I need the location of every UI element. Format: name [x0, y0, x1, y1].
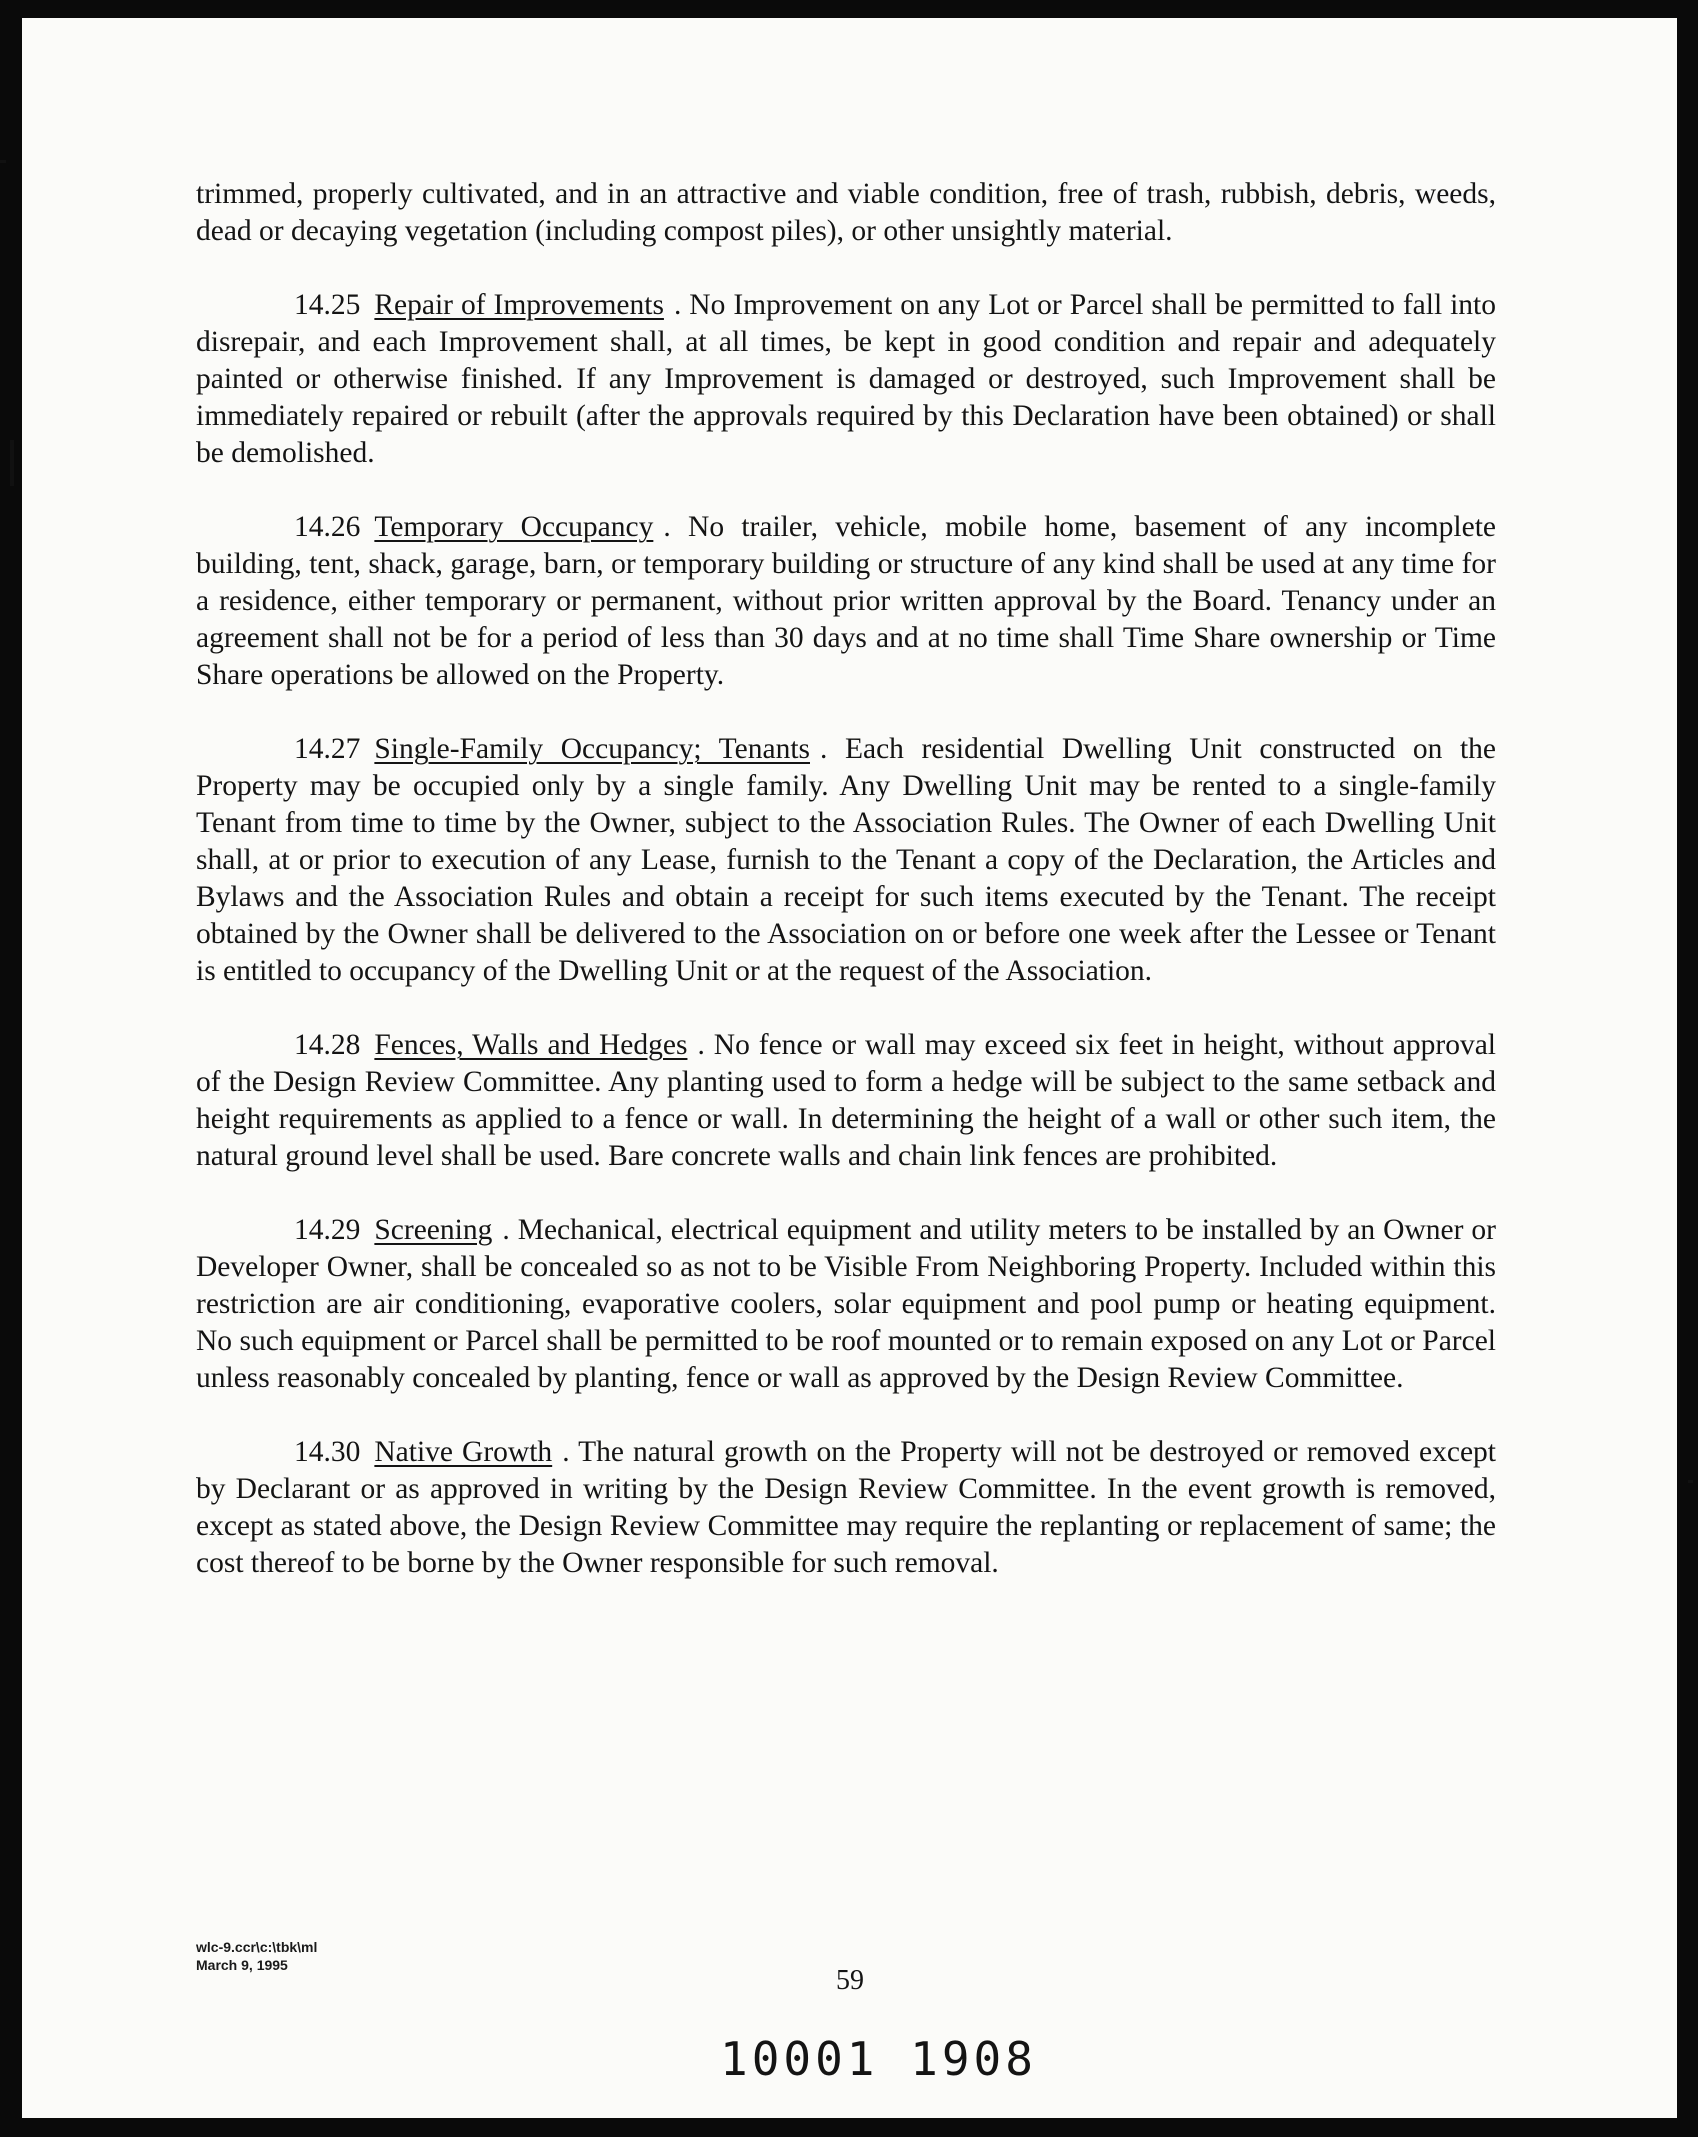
section-14-30: 14.30 Native Growth . The natural growth on the Property will not be destroyed or removed except by Declarant or as approved in writing by the Design Review Committee. In the event growth is removed, except as stated above, the Design Review Committee may require the replanting or replacement of same; the cost thereof to be borne by the Owner responsible for such removal.	[196, 1436, 1496, 1579]
section-body: No trailer, vehicle, mobile home, basement of any incomplete building, tent, shack, garage, barn, or temporary building or structure of any kind shall be used at any time for a residence, either temporary or permanent, without prior written approval by the Board. Tenancy under an agreement shall not be for a period of less than 30 days and at no time shall Time Share ownership or Time Share operations be allowed on the Property.	[196, 511, 1497, 691]
section-number: 14.27	[294, 733, 361, 765]
file-reference: wlc-9.ccr\c:\tbk\ml	[196, 1939, 318, 1955]
section-heading: Screening	[374, 1214, 493, 1246]
section-body: Each residential Dwelling Unit constructed on the Property may be occupied only by a single family. Any Dwelling Unit may be rented to a single-family Tenant from time to time by the Owner, subject to the Association Rules. The Owner of each Dwelling Unit shall, at or prior to execution of any Lease, furnish to the Tenant a copy of the Declaration, the Articles and Bylaws and the Association Rules and obtain a receipt for such items executed by the Tenant. The receipt obtained by the Owner shall be delivered to the Association on or before one week after the Lessee or Tenant is entitled to occupancy of the Dwelling Unit or at the request of the Association.	[196, 733, 1496, 987]
section-body: No Improvement on any Lot or Parcel shall be permitted to fall into disrepair, and each Improvement shall, at all times, be kept in good condition and repair and adequately painted or otherwise finished. If any Improvement is damaged or destroyed, such Improvement shall be immediately repaired or rebuilt (after the approvals required by this Declaration have been obtained) or shall be demolished.	[196, 289, 1497, 469]
section-14-29: 14.29 Screening . Mechanical, electrical equipment and utility meters to be installed by an Owner or Developer Owner, shall be concealed so as not to be Visible From Neighboring Property. Included within this restriction are air conditioning, evaporative coolers, solar equipment and pool pump or heating equipment. No such equipment or Parcel shall be permitted to be roof mounted or to remain exposed on any Lot or Parcel unless reasonably concealed by planting, fence or wall as approved by the Design Review Committee.	[196, 1214, 1496, 1394]
section-number: 14.25	[294, 289, 361, 321]
section-heading: Native Growth	[374, 1436, 553, 1468]
section-14-26: 14.26 Temporary Occupancy . No trailer, vehicle, mobile home, basement of any incomplete building, tent, shack, garage, barn, or temporary building or structure of any kind shall be used at any time for a residence, either temporary or permanent, without prior written approval by the Board. Tenancy under an agreement shall not be for a period of less than 30 days and at no time shall Time Share ownership or Time Share operations be allowed on the Property.	[196, 511, 1497, 691]
section-number: 14.30	[294, 1436, 361, 1468]
section-number: 14.28	[294, 1029, 361, 1061]
scan-edge-mark	[10, 440, 14, 486]
section-14-27: 14.27 Single-Family Occupancy; Tenants . Each residential Dwelling Unit constructed on the Property may be occupied only by a single family. Any Dwelling Unit may be rented to a single-family Tenant from time to time by the Owner, subject to the Association Rules. The Owner of each Dwelling Unit shall, at or prior to execution of any Lease, furnish to the Tenant a copy of the Declaration, the Articles and Bylaws and the Association Rules and obtain a receipt for such items executed by the Tenant. The receipt obtained by the Owner shall be delivered to the Association on or before one week after the Lessee or Tenant is entitled to occupancy of the Dwelling Unit or at the request of the Association.	[196, 733, 1496, 987]
continuation-text: trimmed, properly cultivated, and in an attractive and viable condition, free of trash, rubbish, debris, weeds, dead or decaying vegetation (including compost piles), or other unsightly material.	[196, 178, 1496, 247]
section-number: 14.26	[294, 511, 361, 543]
section-body: The natural growth on the Property will not be destroyed or removed except by Declarant or as approved in writing by the Design Review Committee. In the event growth is removed, except as stated above, the Design Review Committee may require the replanting or replacement of same; the cost thereof to be borne by the Owner responsible for such removal.	[196, 1436, 1496, 1579]
section-body: No fence or wall may exceed six feet in height, without approval of the Design Review Committee. Any planting used to form a hedge will be subject to the same setback and height requirements as applied to a fence or wall. In determining the height of a wall or other such item, the natural ground level shall be used. Bare concrete walls and chain link fences are prohibited.	[196, 1029, 1496, 1172]
section-heading: Temporary Occupancy	[374, 511, 654, 543]
continuation-paragraph	[196, 176, 1496, 250]
scan-edge-mark	[0, 160, 6, 163]
scan-edge-mark	[1688, 1480, 1693, 1483]
section-heading: Fences, Walls and Hedges	[374, 1029, 688, 1061]
document-number: 10001 1908	[720, 2032, 1037, 2086]
section-number: 14.29	[294, 1214, 361, 1246]
section-14-28: 14.28 Fences, Walls and Hedges . No fence or wall may exceed six feet in height, without approval of the Design Review Committee. Any planting used to form a hedge will be subject to the same setback and height requirements as applied to a fence or wall. In determining the height of a wall or other such item, the natural ground level shall be used. Bare concrete walls and chain link fences are prohibited.	[196, 1029, 1496, 1172]
section-heading: Single-Family Occupancy; Tenants	[374, 733, 810, 765]
footer-reference	[196, 1938, 317, 1974]
section-body: Mechanical, electrical equipment and utility meters to be installed by an Owner or Developer Owner, shall be concealed so as not to be Visible From Neighboring Property. Included within this restriction are air conditioning, evaporative coolers, solar equipment and pool pump or heating equipment. No such equipment or Parcel shall be permitted to be roof mounted or to remain exposed on any Lot or Parcel unless reasonably concealed by planting, fence or wall as approved by the Design Review Committee.	[196, 1214, 1496, 1394]
page-number: 59	[836, 1965, 864, 1996]
document-body	[196, 176, 1496, 1619]
section-heading: Repair of Improvements	[374, 289, 664, 321]
section-14-25: 14.25 Repair of Improvements . No Improvement on any Lot or Parcel shall be permitted to fall into disrepair, and each Improvement shall, at all times, be kept in good condition and repair and adequately painted or otherwise finished. If any Improvement is damaged or destroyed, such Improvement shall be immediately repaired or rebuilt (after the approvals required by this Declaration have been obtained) or shall be demolished.	[196, 289, 1497, 469]
footer-date: March 9, 1995	[196, 1957, 288, 1973]
